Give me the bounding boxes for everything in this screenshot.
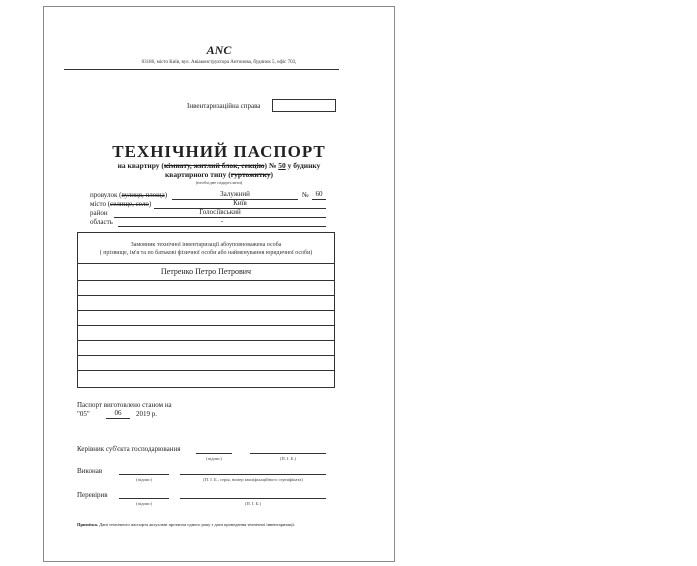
customer-header-line-2: ( прізвище, ім'я та по батькові фізичної особи або найменування юридичної особи) (99, 250, 313, 256)
street-label-plain: провулок ( (90, 191, 122, 199)
region-value: - (118, 217, 326, 227)
city-label-struck: селище, село (110, 200, 149, 208)
executor-initials-caption: (П. І. Б., серія, номер кваліфікаційного сертифіката) (203, 477, 303, 482)
city-label (90, 200, 151, 208)
head-signature-caption: (підпис) (206, 456, 222, 461)
executor-signature-caption: (підпис) (136, 477, 152, 482)
city-value: Київ (154, 199, 326, 209)
subtitle-prefix: на квартиру ( (117, 161, 164, 170)
checker-initials-line (180, 498, 326, 499)
table-row-line (78, 355, 334, 356)
subtitle-line2-prefix: квартирного типу ( (164, 170, 231, 179)
street-label-end: ) (164, 191, 168, 199)
subtitle-suffix: у будинку (285, 161, 321, 170)
table-row-line (78, 280, 334, 281)
subtitle-line-1 (44, 161, 394, 170)
street-label-struck: вулиця, площа (121, 191, 165, 199)
note-text: Дані технічного паспорта актуальні протягом одного року з дати проведення технічної інвентаризації. (98, 522, 296, 527)
checker-signature-caption: (підпис) (136, 501, 152, 506)
checker-label: Перевірив (77, 491, 108, 499)
checker-initials-caption: (П. І. Б.) (245, 501, 261, 506)
district-label: район (90, 209, 108, 217)
footer-note (77, 522, 295, 527)
executor-label: Виконав (77, 467, 103, 475)
executor-initials-line (180, 474, 326, 475)
subtitle-struck-1: кімнату, житлий блок, секцію (163, 161, 265, 170)
customer-header-line-1: Замовник технічної інвентаризації абоуповноважена особа (130, 242, 282, 248)
subtitle-line2-suffix: ) (270, 170, 274, 179)
city-label-plain: місто ( (90, 200, 111, 208)
customer-name: Петренко Петро Петрович (160, 267, 252, 276)
inventory-case-label: Інвентаризаційна справа (187, 102, 261, 110)
prepared-year: 2019 р. (136, 410, 157, 418)
house-number-value: 60 (312, 190, 326, 200)
company-address: 03186, місто Київ, вул. Авіаконструктора Антонова, будинок 5, офіс 703, (141, 60, 297, 65)
subtitle-struck-2: гуртожитку (230, 170, 271, 179)
checker-signature-line (119, 498, 169, 499)
document-title: ТЕХНІЧНИЙ ПАСПОРТ (112, 142, 326, 161)
subtitle-middle: ) № (264, 161, 279, 170)
subtitle-note: (необхідне підкреслити) (195, 180, 243, 185)
note-label: Примітка. (77, 522, 99, 527)
table-row-line (78, 295, 334, 296)
company-logo: ANC (206, 43, 232, 57)
table-row-line (78, 325, 334, 326)
house-number-label: № (302, 191, 309, 199)
table-row-line (78, 310, 334, 311)
apartment-number: 50 (278, 161, 286, 170)
region-label: область (90, 218, 113, 226)
head-label: Керівник суб'єкта господарювання (77, 445, 181, 453)
inventory-case-field[interactable] (272, 99, 336, 112)
table-row-line (78, 340, 334, 341)
executor-signature-line (119, 474, 169, 475)
table-row-line (78, 263, 334, 264)
head-initials-line (250, 453, 326, 454)
head-initials-caption: (П. І. Б.) (280, 456, 296, 461)
prepared-day: "05" (77, 410, 90, 418)
customer-table (77, 232, 335, 388)
district-value: Голосіївський (114, 208, 326, 218)
document-page (43, 6, 395, 562)
street-label (90, 191, 167, 199)
subtitle-line-2 (44, 170, 394, 179)
city-label-end: ) (148, 200, 152, 208)
prepared-month: 06 (106, 409, 130, 419)
head-signature-line (196, 453, 232, 454)
prepared-label: Паспорт виготовлено станом на (77, 401, 172, 409)
header-divider (64, 69, 339, 70)
street-value: Залужний (172, 190, 298, 200)
table-row-line (78, 370, 334, 371)
